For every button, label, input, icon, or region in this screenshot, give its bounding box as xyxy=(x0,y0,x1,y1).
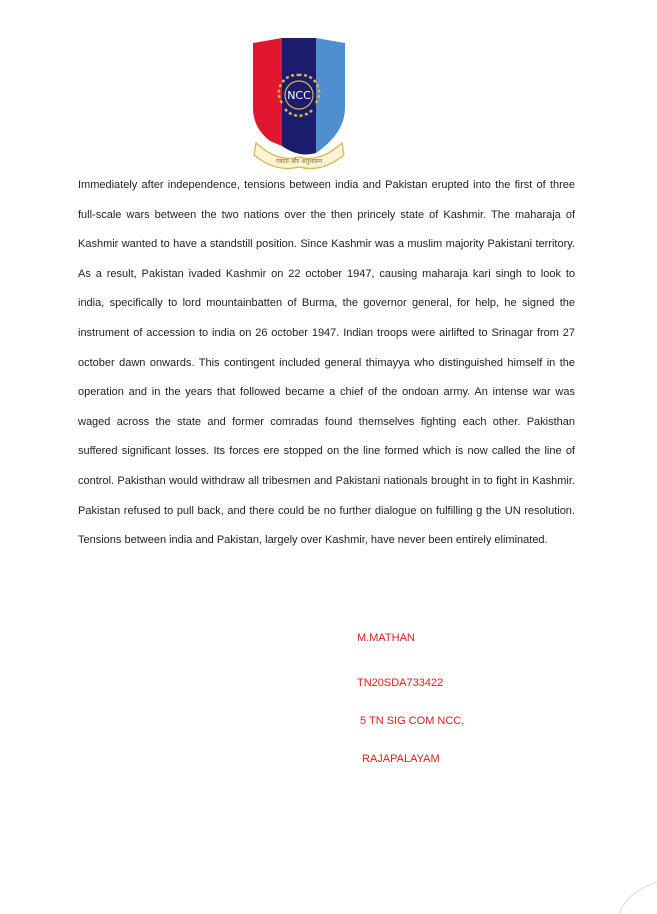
ncc-emblem-logo xyxy=(248,33,350,173)
essay-paragraph: Immediately after independence, tensions between india and Pakistan erupted into the first of three full-scale wars between the two nations over the then princely state of Kashmir. The maharaja of Kashmir wanted to have a standstill position. Since Kashmir was a muslim majority Pakistani territory. As a result, Pakistan ivaded Kashmir on 22 october 1947, causing maharaja kari singh to look to india, specifically to lord mountainbatten of Burma, the governor general, for help, he signed the instrument of accession to india on 26 october 1947. Indian troops were airlifted to Srinagar from 27 october dawn onwards. This contingent included general thimayya who distinguished himself in the operation and in the years that followed became a chief of the ondoan army. An intense war was waged across the state and former comradas found themselves fighting each other. Pakisthan suffered significant losses. Its forces ere stopped on the line formed which is now called the line of control. Pakisthan would withdraw all tribesmen and Pakistani nationals brought in to fight in Kashmir. Pakistan refused to pull back, and there could be no further dialogue on fulfilling g the UN resolution. Tensions between india and Pakistan, largely over Kashmir, have never been entirely eliminated. xyxy=(78,179,575,547)
emblem-ncc-text: NCC xyxy=(287,89,311,102)
cadet-name: M.MATHAN xyxy=(357,632,415,644)
page-corner-curl xyxy=(597,874,657,914)
regimental-number: TN20SDA733422 xyxy=(357,677,444,689)
place-name: RAJAPALAYAM xyxy=(362,753,440,765)
emblem-motto: एकता और अनुशासन xyxy=(275,158,323,165)
unit-name: 5 TN SIG COM NCC, xyxy=(360,715,465,727)
